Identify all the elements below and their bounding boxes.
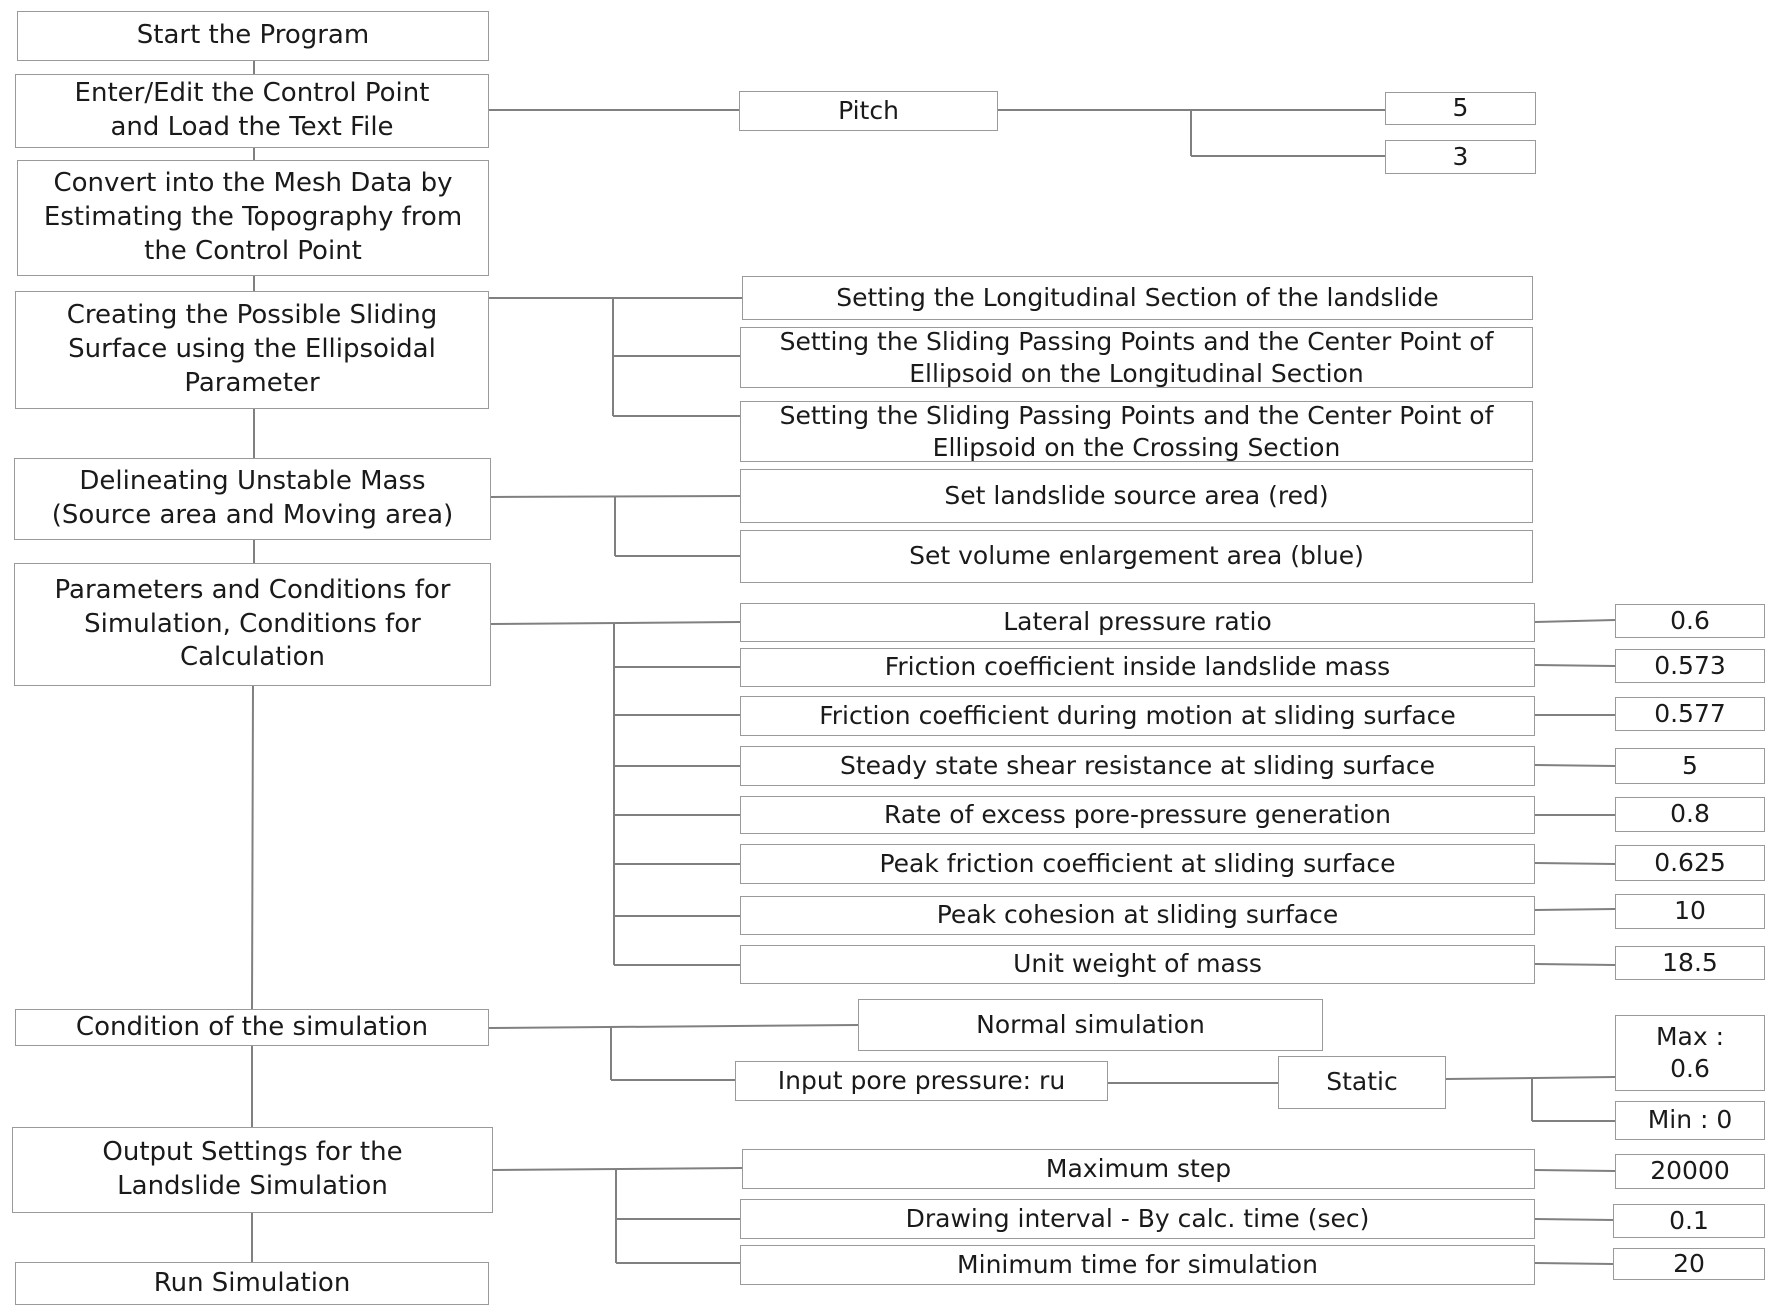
step-convert-mesh: Convert into the Mesh Data by Estimating the Topography from the Control Point <box>17 160 489 276</box>
setting-passing-points-crossing: Setting the Sliding Passing Points and the Center Point of Ellipsoid on the Crossing Section <box>740 401 1533 462</box>
step-parameters: Parameters and Conditions for Simulation, Conditions for Calculation <box>14 563 491 686</box>
param-value: 18.5 <box>1615 946 1765 980</box>
output-setting-label: Minimum time for simulation <box>740 1245 1535 1285</box>
output-setting-value: 20 <box>1613 1248 1765 1280</box>
pitch-value-5: 5 <box>1385 92 1536 125</box>
pore-pressure-box: Input pore pressure: ru <box>735 1061 1108 1101</box>
output-setting-label: Maximum step <box>742 1149 1535 1189</box>
step-sliding-surface: Creating the Possible Sliding Surface using the Ellipsoidal Parameter <box>15 291 489 409</box>
param-value: 0.625 <box>1615 845 1765 881</box>
static-box: Static <box>1278 1056 1446 1109</box>
param-label: Friction coefficient during motion at sliding surface <box>740 696 1535 736</box>
pitch-value-3: 3 <box>1385 140 1536 174</box>
normal-simulation-box: Normal simulation <box>858 999 1323 1051</box>
output-setting-value: 0.1 <box>1613 1204 1765 1238</box>
set-source-area: Set landslide source area (red) <box>740 469 1533 523</box>
param-label: Unit weight of mass <box>740 945 1535 984</box>
param-label: Lateral pressure ratio <box>740 603 1535 642</box>
step-run-simulation: Run Simulation <box>15 1262 489 1305</box>
step-output-settings: Output Settings for the Landslide Simulation <box>12 1127 493 1213</box>
param-label: Steady state shear resistance at sliding surface <box>740 746 1535 786</box>
output-setting-value: 20000 <box>1615 1154 1765 1189</box>
param-value: 10 <box>1615 894 1765 929</box>
param-label: Peak cohesion at sliding surface <box>740 896 1535 935</box>
param-value: 5 <box>1615 748 1765 784</box>
setting-passing-points-longitudinal: Setting the Sliding Passing Points and the Center Point of Ellipsoid on the Longitudinal Section <box>740 327 1533 388</box>
output-setting-label: Drawing interval - By calc. time (sec) <box>740 1199 1535 1239</box>
param-value: 0.573 <box>1615 649 1765 683</box>
set-enlargement-area: Set volume enlargement area (blue) <box>740 530 1533 583</box>
max-value-box: Max : 0.6 <box>1615 1015 1765 1091</box>
param-value: 0.577 <box>1615 697 1765 731</box>
setting-longitudinal-section: Setting the Longitudinal Section of the landslide <box>742 276 1533 320</box>
step-enter-control-point: Enter/Edit the Control Point and Load the Text File <box>15 74 489 148</box>
param-value: 0.6 <box>1615 604 1765 638</box>
min-value-box: Min : 0 <box>1615 1101 1765 1140</box>
step-simulation-condition: Condition of the simulation <box>15 1009 489 1046</box>
step-start-program: Start the Program <box>17 11 489 61</box>
pitch-box: Pitch <box>739 91 998 131</box>
param-label: Peak friction coefficient at sliding surface <box>740 844 1535 884</box>
param-label: Friction coefficient inside landslide mass <box>740 648 1535 687</box>
param-value: 0.8 <box>1615 797 1765 832</box>
param-label: Rate of excess pore-pressure generation <box>740 796 1535 834</box>
step-unstable-mass: Delineating Unstable Mass (Source area and Moving area) <box>14 458 491 540</box>
